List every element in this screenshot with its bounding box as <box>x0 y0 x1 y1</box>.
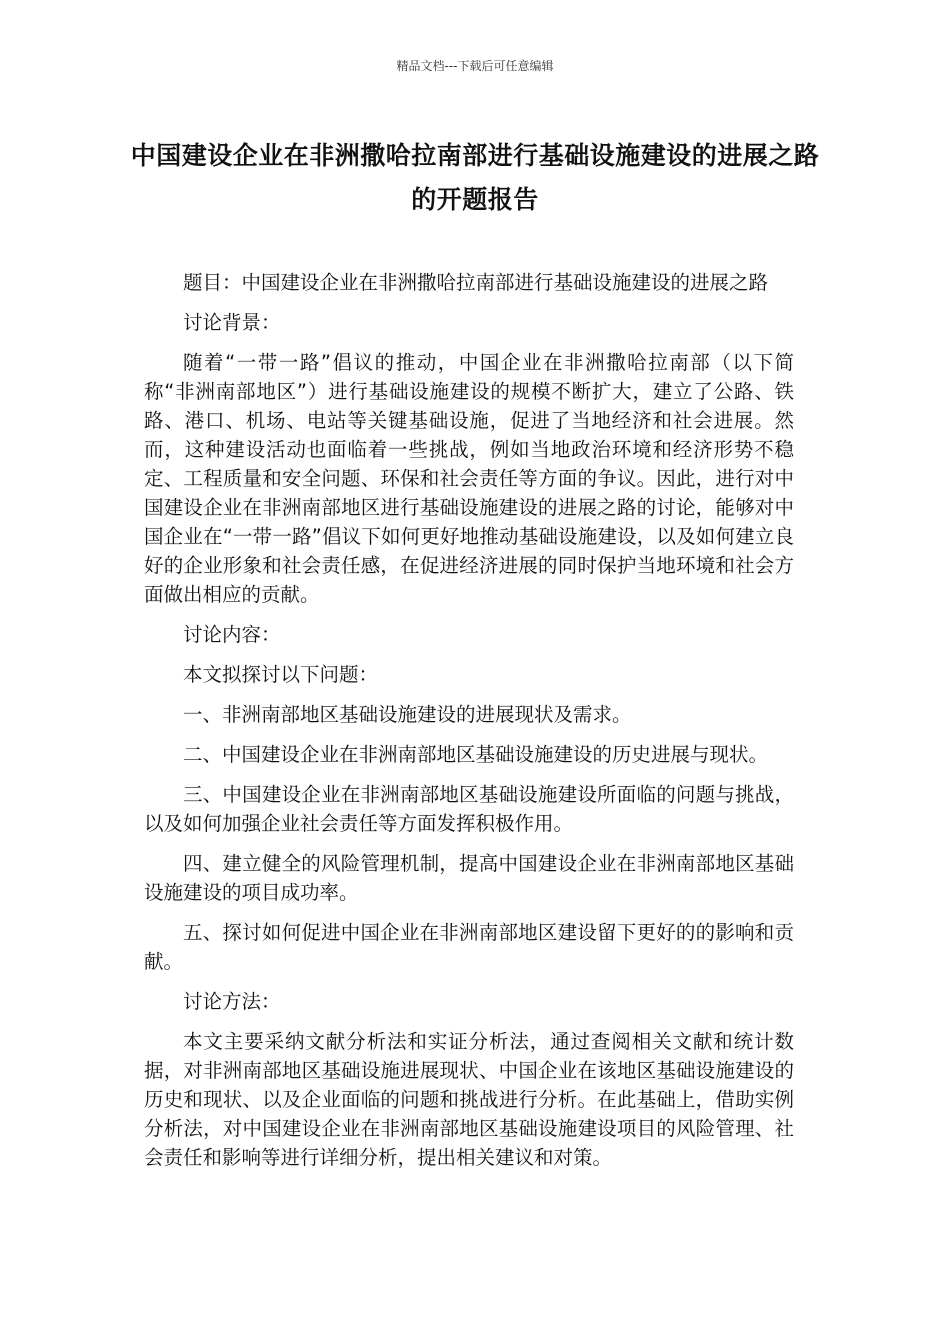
paragraph-intro: 本文拟探讨以下问题： <box>183 663 379 686</box>
section-heading-method: 讨论方法： <box>183 990 281 1013</box>
paragraph-background: 随着“一带一路”倡议的推动，中国企业在非洲撒哈拉南部（以下简称“非洲南部地区”）进行基础设施建设的规模不断扩大，建立了公路、铁路、港口、机场、电站等关键基础设施，促进了当地经济和社会进展。然而，这种建设活动也面临着一些挑战，例如当地政治环境和经济形势不稳定、工程质量和安全问题、环保和社会责任等方面的争议。因此，进行对中国建设企业在非洲南部地区进行基础设施建设的进展之路的讨论，能够对中国企业在“一带一路”倡议下如何更好地推动基础设施建设，以及如何建立良好的企业形象和社会责任感，在促进经济进展的同时保护当地环境和社会方面做出相应的贡献。 <box>144 351 794 606</box>
list-item-1: 一、非洲南部地区基础设施建设的进展现状及需求。 <box>183 703 632 726</box>
document-title: 中国建设企业在非洲撒哈拉南部进行基础设施建设的进展之路的开题报告 <box>130 141 820 214</box>
section-heading-content: 讨论内容： <box>183 623 281 646</box>
section-heading-background: 讨论背景： <box>183 311 281 334</box>
paragraph-method: 本文主要采纳文献分析法和实证分析法，通过查阅相关文献和统计数据，对非洲南部地区基础设施进展现状、中国企业在该地区基础设施建设的历史和现状、以及企业面临的问题和挑战进行分析。在此基础上，借助实例分析法，对中国建设企业在非洲南部地区基础设施建设项目的风险管理、社会责任和影响等进行详细分析，提出相关建议和对策。 <box>144 1030 794 1169</box>
list-item-5: 五、探讨如何促进中国企业在非洲南部地区建设留下更好的的影响和贡献。 <box>144 921 794 973</box>
page-header-note: 精品文档---下载后可任意编辑 <box>396 59 554 73</box>
document-body <box>144 268 794 1183</box>
list-item-4: 四、建立健全的风险管理机制，提高中国建设企业在非洲南部地区基础设施建设的项目成功率。 <box>144 852 794 904</box>
list-item-3: 三、中国建设企业在非洲南部地区基础设施建设所面临的问题与挑战，以及如何加强企业社会责任等方面发挥积极作用。 <box>144 783 794 835</box>
list-item-2: 二、中国建设企业在非洲南部地区基础设施建设的历史进展与现状。 <box>183 743 769 766</box>
paragraph-topic: 题目：中国建设企业在非洲撒哈拉南部进行基础设施建设的进展之路 <box>183 271 769 294</box>
